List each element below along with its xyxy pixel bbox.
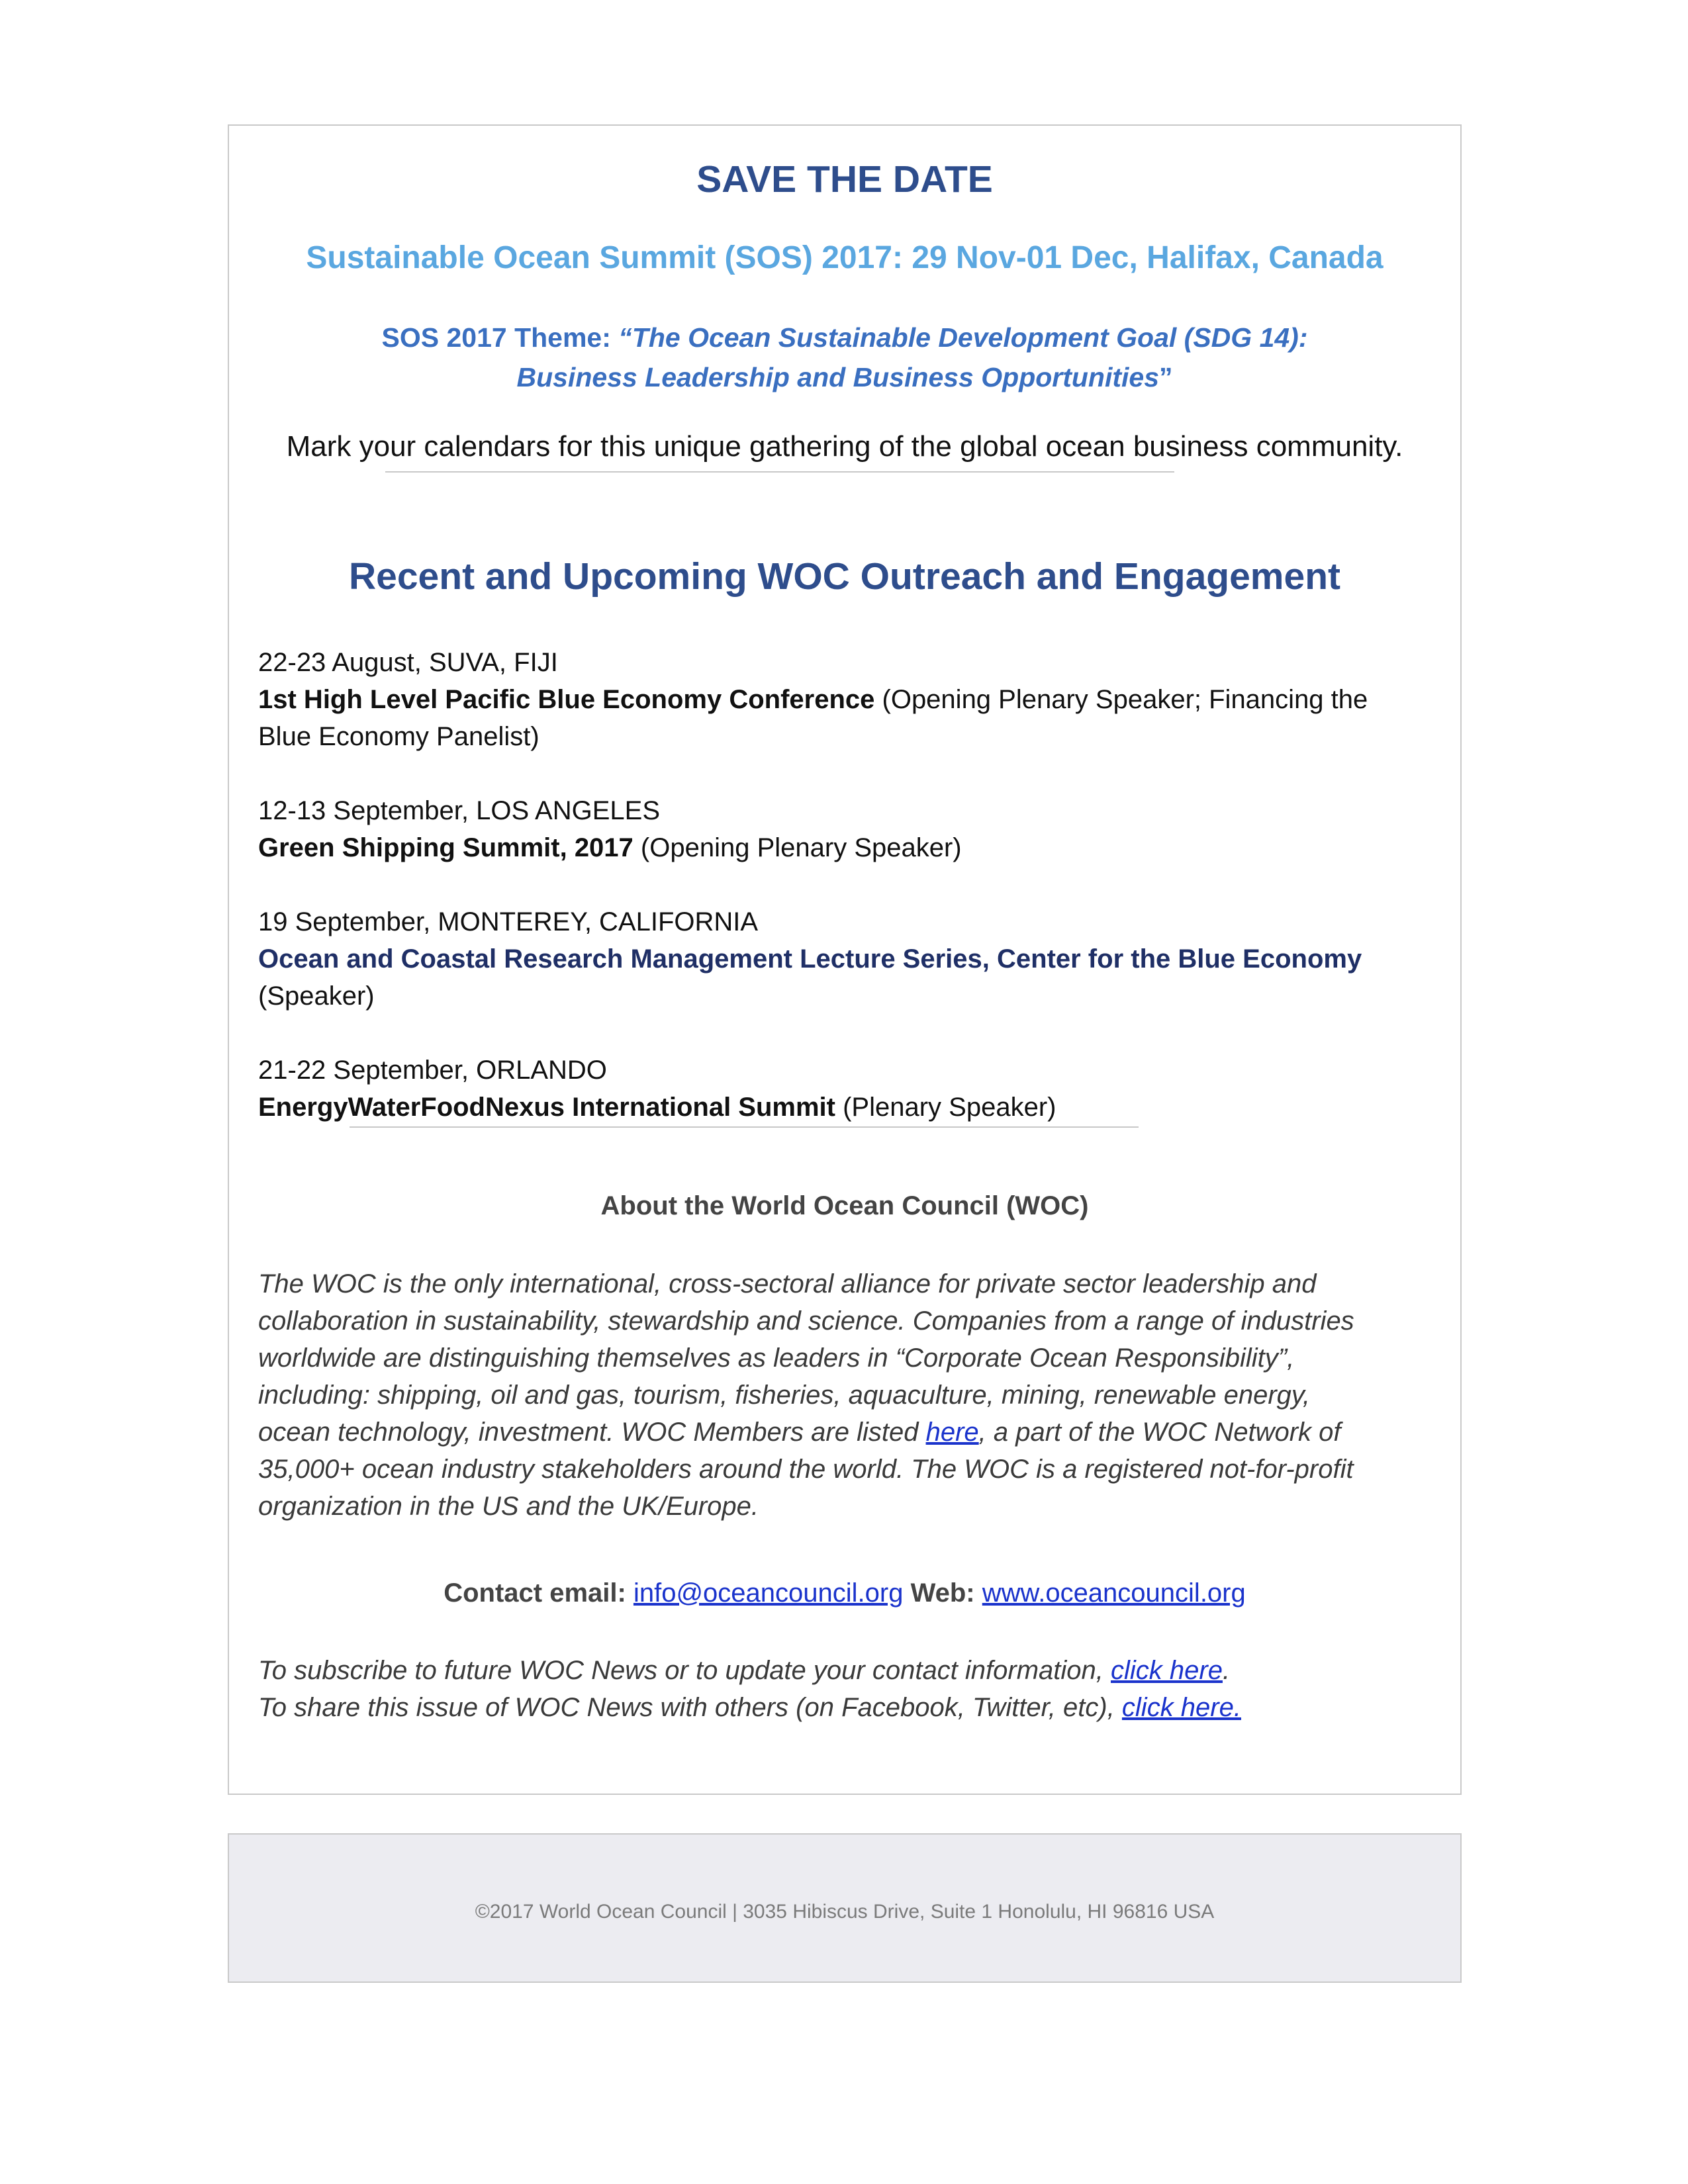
save-the-date-title: SAVE THE DATE xyxy=(696,158,993,201)
event-description xyxy=(258,681,1383,755)
summit-headline: Sustainable Ocean Summit (SOS) 2017: 29 Nov-01 Dec, Halifax, Canada xyxy=(306,240,1383,275)
event-date-place: 22-23 August, SUVA, FIJI xyxy=(258,648,558,677)
event-name: Green Shipping Summit, 2017 xyxy=(258,833,633,862)
event-date-place: 19 September, MONTEREY, CALIFORNIA xyxy=(258,907,759,936)
event-role: (Speaker) xyxy=(258,981,375,1011)
outreach-section-title: Recent and Upcoming WOC Outreach and Engagement xyxy=(348,555,1340,598)
events-list xyxy=(258,644,1383,1163)
event-name: 1st High Level Pacific Blue Economy Conference xyxy=(258,685,875,714)
share-text: To share this issue of WOC News with others (on Facebook, Twitter, etc), xyxy=(258,1693,1122,1722)
event-role: (Plenary Speaker) xyxy=(835,1093,1056,1122)
mark-calendar-text: Mark your calendars for this unique gathering of the global ocean business community. xyxy=(286,430,1403,463)
event-date-place: 21-22 September, ORLANDO xyxy=(258,1056,607,1085)
theme-close-quote: ” xyxy=(1159,362,1173,392)
website-link[interactable]: www.oceancouncil.org xyxy=(982,1578,1246,1608)
newsletter-card xyxy=(228,124,1462,1795)
about-text-1: The WOC is the only international, cross-sectoral alliance for private sector leadership and collaboration in sustainability, stewardship and science. Companies from a range of industries worldwide are distinguishing themselves as leaders in “Corporate Ocean Responsibility”, including: shipping, oil and gas, tourism, fisheries, aquaculture, mining, renewable energy, ocean technology, investment. WOC Members are listed xyxy=(258,1269,1354,1447)
subscribe-block xyxy=(258,1652,1423,1726)
divider-top xyxy=(385,471,1174,473)
event-description xyxy=(258,829,1383,866)
theme-line1: “The Ocean Sustainable Development Goal (SDG 14): xyxy=(618,322,1308,353)
theme-prefix: SOS 2017 Theme: xyxy=(381,322,619,353)
contact-line xyxy=(229,1578,1460,1608)
footer xyxy=(228,1833,1462,1983)
share-click-here-link[interactable]: click here. xyxy=(1121,1693,1241,1722)
event-item xyxy=(258,903,1383,1015)
contact-email-label: Contact email: xyxy=(444,1578,633,1608)
event-date-place: 12-13 September, LOS ANGELES xyxy=(258,796,661,825)
event-description xyxy=(258,1089,1383,1126)
theme-line2: Business Leadership and Business Opportunities xyxy=(516,362,1160,392)
event-role: (Opening Plenary Speaker) xyxy=(633,833,962,862)
event-description xyxy=(258,940,1383,1015)
event-item xyxy=(258,1052,1383,1126)
share-line xyxy=(258,1689,1423,1726)
event-item xyxy=(258,644,1383,755)
footer-address: ©2017 World Ocean Council | 3035 Hibiscus Drive, Suite 1 Honolulu, HI 96816 USA xyxy=(475,1901,1215,1923)
event-name: EnergyWaterFoodNexus International Summit xyxy=(258,1093,835,1122)
subscribe-click-here-link[interactable]: click here xyxy=(1111,1656,1223,1685)
subscribe-line xyxy=(258,1652,1423,1689)
event-role: (Opening Plenary Speaker; Financing the Blue Economy Panelist) xyxy=(258,685,1368,751)
members-here-link[interactable]: here xyxy=(925,1418,979,1447)
summit-theme xyxy=(229,318,1460,397)
about-text-2: , a part of the WOC Network of 35,000+ ocean industry stakeholders around the world. The WOC is a registered not-for-profit organization in the US and the UK/Europe. xyxy=(258,1418,1354,1521)
event-name: Ocean and Coastal Research Management Lecture Series, Center for the Blue Economy xyxy=(258,944,1362,974)
subscribe-period: . xyxy=(1222,1656,1231,1685)
web-label: Web: xyxy=(903,1578,982,1608)
subscribe-text: To subscribe to future WOC News or to update your contact information, xyxy=(258,1656,1111,1685)
contact-email-link[interactable]: info@oceancouncil.org xyxy=(633,1578,904,1608)
about-paragraph xyxy=(258,1265,1370,1525)
event-item xyxy=(258,792,1383,866)
divider-bottom xyxy=(350,1126,1139,1128)
about-title: About the World Ocean Council (WOC) xyxy=(600,1191,1089,1220)
